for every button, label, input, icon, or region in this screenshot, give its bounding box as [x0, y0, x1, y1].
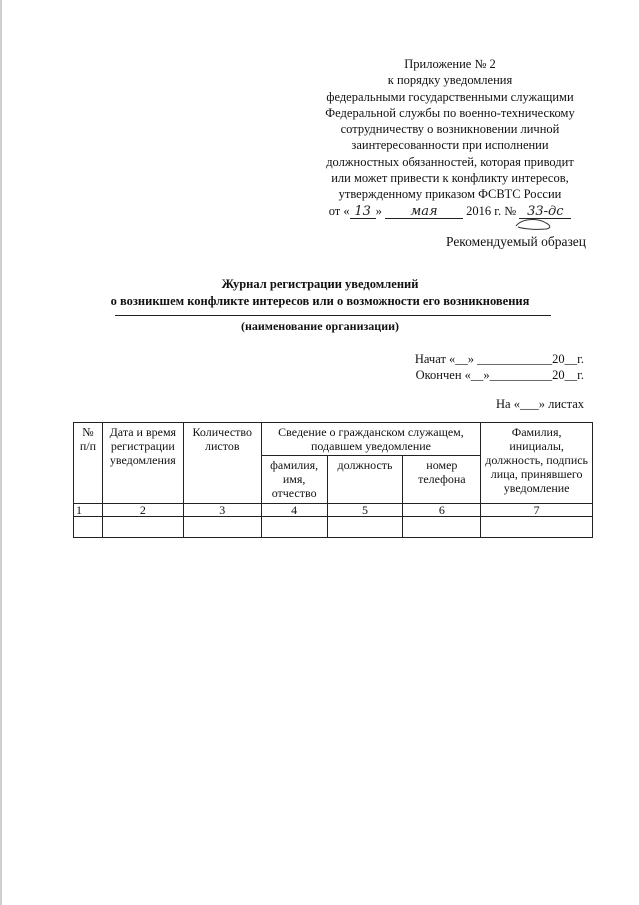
- table-cell: [102, 517, 183, 538]
- order-date-line: [300, 203, 600, 219]
- header-servant-info: Сведение о гражданском служащем, подавшем уведомление: [261, 423, 481, 456]
- column-number: 4: [261, 504, 327, 517]
- table-cell: [74, 517, 103, 538]
- header-sheet-count: Количество листов: [183, 423, 261, 504]
- appendix-header: [300, 56, 600, 219]
- journal-dates: [415, 351, 584, 383]
- appendix-line: заинтересованности при исполнении: [351, 138, 549, 153]
- column-number: 1: [74, 504, 103, 517]
- sheets-count: На «___» листах: [496, 397, 584, 411]
- table-row: [74, 517, 593, 538]
- header-receiver: Фамилия, инициалы, должность, подпись лица, принявшего уведомление: [481, 423, 593, 504]
- appendix-line: к порядку уведомления: [387, 73, 513, 88]
- column-number: 5: [327, 504, 403, 517]
- header-position: должность: [327, 456, 403, 504]
- header-full-name: фамилия, имя, отчество: [261, 456, 327, 504]
- table-cell: [327, 517, 403, 538]
- handwritten-month: мая: [385, 205, 463, 219]
- appendix-line: федеральными государственными служащими: [326, 89, 574, 104]
- table-column-numbers-row: [74, 504, 593, 517]
- column-number: 6: [403, 504, 481, 517]
- finished-date: Окончен «__»__________20__г.: [415, 368, 584, 382]
- handwritten-order-number: 33-дс: [519, 205, 571, 219]
- appendix-line: Федеральной службы по военно-техническому: [325, 105, 575, 120]
- appendix-line: утвержденному приказом ФСВТС России: [338, 187, 562, 202]
- journal-title-line-1: Журнал регистрации уведомлений: [221, 277, 419, 291]
- header-date: Дата и время регистрации уведомления: [102, 423, 183, 504]
- page-edge-left: [0, 0, 2, 905]
- recommended-sample-label: Рекомендуемый образец: [445, 234, 586, 249]
- table-header-row: [74, 423, 593, 456]
- registration-table: [73, 422, 593, 538]
- signature-flourish-icon: [512, 217, 556, 231]
- table-cell: [481, 517, 593, 538]
- column-number: 3: [183, 504, 261, 517]
- date-year: 2016 г. №: [466, 203, 517, 218]
- journal-title-line-2: о возникшем конфликте интересов или о возможности его возникновения: [110, 294, 530, 308]
- column-number: 2: [102, 504, 183, 517]
- date-prefix: от «: [328, 203, 350, 218]
- appendix-line: сотрудничеству о возникновении личной: [340, 122, 560, 137]
- handwritten-day: 13: [350, 205, 376, 219]
- organization-name-line: [115, 315, 551, 316]
- column-number: 7: [481, 504, 593, 517]
- header-phone: номер телефона: [403, 456, 481, 504]
- started-date: Начат «__» ____________20__г.: [414, 352, 584, 366]
- journal-title: [0, 276, 640, 310]
- date-mid: »: [375, 203, 382, 218]
- organization-caption: (наименование организации): [240, 319, 400, 333]
- table-cell: [261, 517, 327, 538]
- appendix-line: должностных обязанностей, которая приводит: [326, 154, 574, 169]
- table-cell: [403, 517, 481, 538]
- header-num: № п/п: [74, 423, 103, 504]
- appendix-line: или может привести к конфликту интересов,: [331, 171, 569, 186]
- appendix-line: Приложение № 2: [404, 57, 496, 71]
- table-cell: [183, 517, 261, 538]
